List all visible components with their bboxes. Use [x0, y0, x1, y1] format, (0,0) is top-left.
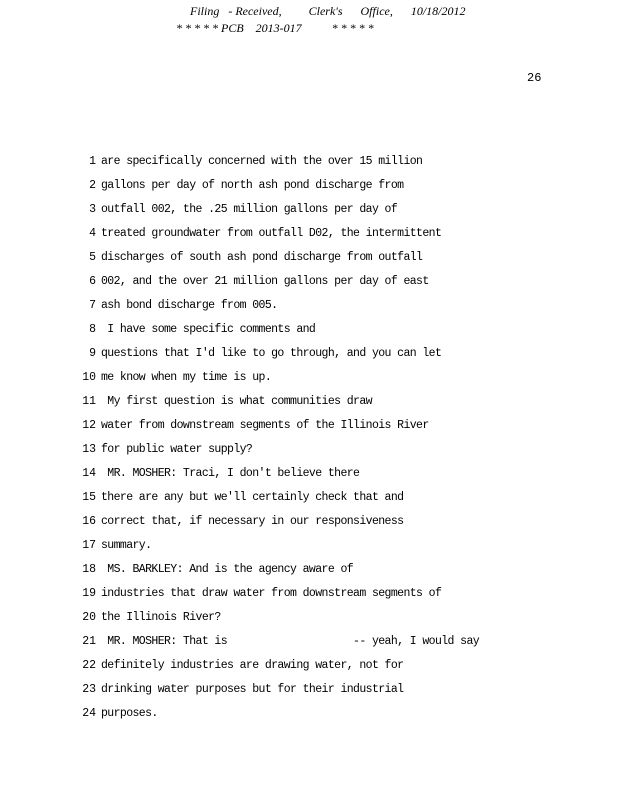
line-text: outfall 002, the .25 million gallons per day of [101, 203, 398, 216]
line-number: 6 [89, 275, 96, 288]
page-number: 26 [527, 71, 542, 85]
transcript-line [82, 466, 479, 490]
transcript-line [82, 346, 479, 370]
line-number: 13 [82, 443, 96, 456]
line-text: gallons per day of north ash pond discharge from [101, 179, 404, 192]
transcript-line [82, 298, 479, 322]
line-number: 8 [89, 323, 96, 336]
line-text: discharges of south ash pond discharge from outfall [101, 251, 423, 264]
line-number: 4 [89, 227, 96, 240]
transcript-line [82, 226, 479, 250]
transcript-line [82, 514, 479, 538]
transcript-line [82, 634, 479, 658]
transcript-line [82, 562, 479, 586]
transcript-line [82, 322, 479, 346]
line-number: 1 [89, 155, 96, 168]
line-text: ash bond discharge from 005. [101, 299, 278, 312]
line-number: 22 [82, 659, 96, 672]
transcript-line [82, 274, 479, 298]
filing-stamp-line-2: * * * * * PCB 2013-017 * * * * * [176, 21, 374, 35]
transcript-line [82, 658, 479, 682]
transcript-body [82, 154, 479, 730]
line-text: industries that draw water from downstream segments of [101, 587, 442, 600]
line-text: drinking water purposes but for their industrial [101, 683, 404, 696]
line-number: 2 [89, 179, 96, 192]
transcript-line [82, 394, 479, 418]
line-number: 10 [82, 371, 96, 384]
transcript-line [82, 154, 479, 178]
line-number: 23 [82, 683, 96, 696]
line-number: 3 [89, 203, 96, 216]
line-number: 7 [89, 299, 96, 312]
line-number: 24 [82, 707, 96, 720]
line-text: the Illinois River? [101, 611, 221, 624]
transcript-line [82, 538, 479, 562]
line-text: summary. [101, 539, 152, 552]
transcript-line [82, 250, 479, 274]
line-text: treated groundwater from outfall D02, the intermittent [101, 227, 442, 240]
line-number: 17 [82, 539, 96, 552]
line-number: 20 [82, 611, 96, 624]
transcript-line [82, 490, 479, 514]
line-text: MR. MOSHER: That is -- yeah, I would say [101, 635, 480, 648]
transcript-line [82, 202, 479, 226]
line-text: water from downstream segments of the Illinois River [101, 419, 429, 432]
line-text: definitely industries are drawing water, not for [101, 659, 404, 672]
line-number: 19 [82, 587, 96, 600]
line-text: purposes. [101, 707, 158, 720]
line-number: 11 [82, 395, 96, 408]
line-text: MS. BARKLEY: And is the agency aware of [101, 563, 354, 576]
line-text: My first question is what communities draw [101, 395, 372, 408]
transcript-line [82, 442, 479, 466]
transcript-line [82, 178, 479, 202]
line-number: 5 [89, 251, 96, 264]
transcript-line [82, 706, 479, 730]
line-text: me know when my time is up. [101, 371, 272, 384]
transcript-line [82, 682, 479, 706]
line-number: 21 [82, 635, 96, 648]
line-text: for public water supply? [101, 443, 253, 456]
transcript-line [82, 610, 479, 634]
filing-stamp-line-1: Filing - Received, Clerk's Office, 10/18/2012 [190, 4, 466, 18]
line-text: questions that I'd like to go through, and you can let [101, 347, 442, 360]
line-number: 15 [82, 491, 96, 504]
line-text: I have some specific comments and [101, 323, 316, 336]
line-text: MR. MOSHER: Traci, I don't believe there [101, 467, 360, 480]
line-text: there are any but we'll certainly check that and [101, 491, 404, 504]
line-number: 12 [82, 419, 96, 432]
line-text: are specifically concerned with the over 15 million [101, 155, 423, 168]
line-text: correct that, if necessary in our responsiveness [101, 515, 404, 528]
transcript-line [82, 586, 479, 610]
transcript-line [82, 418, 479, 442]
line-number: 14 [82, 467, 96, 480]
line-number: 16 [82, 515, 96, 528]
line-text: 002, and the over 21 million gallons per day of east [101, 275, 429, 288]
line-number: 9 [89, 347, 96, 360]
transcript-line [82, 370, 479, 394]
line-number: 18 [82, 563, 96, 576]
